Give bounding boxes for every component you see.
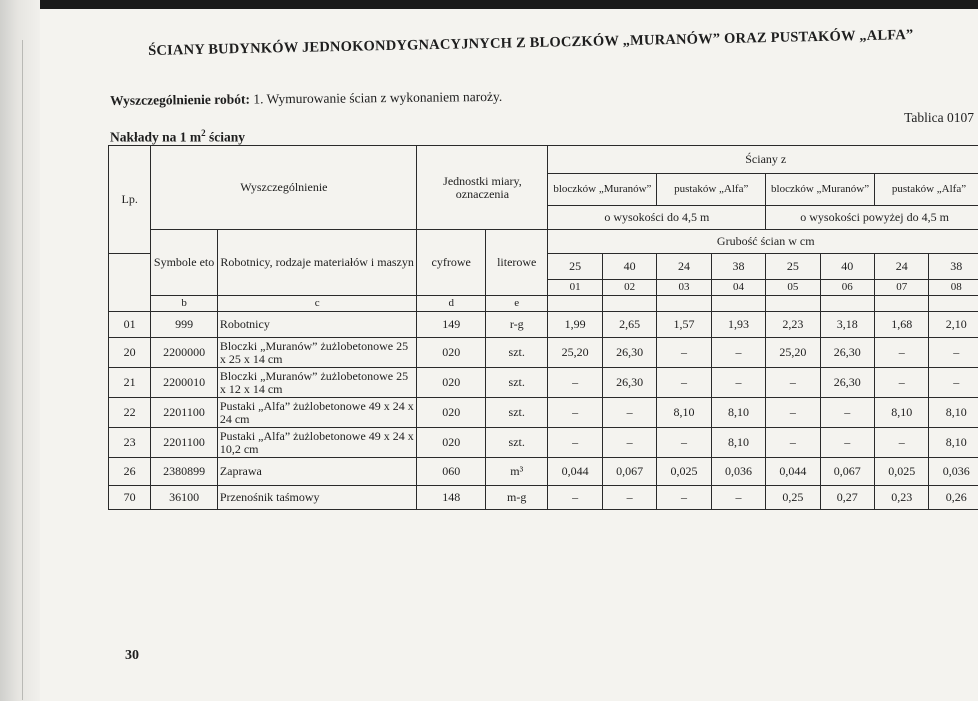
norm-table: [108, 145, 978, 510]
thickness-01: 25: [548, 254, 602, 280]
row-value-col-3: –: [657, 486, 711, 510]
row-value-col-5: 2,23: [766, 312, 820, 338]
row-symbol: 2201100: [151, 428, 218, 458]
row-value-col-2: –: [602, 428, 656, 458]
row-unit: szt.: [485, 368, 547, 398]
row-unit: szt.: [485, 428, 547, 458]
row-unit-code: 149: [417, 312, 486, 338]
row-value-col-5: 0,25: [766, 486, 820, 510]
row-lp: 23: [109, 428, 151, 458]
row-symbol: 2380899: [151, 458, 218, 486]
page-title: ŚCIANY BUDYNKÓW JEDNOKONDYGNACYJNYCH Z BLOCZKÓW „MURANÓW” ORAZ PUSTAKÓW „ALFA”: [148, 26, 914, 59]
row-symbol: 2200000: [151, 338, 218, 368]
thickness-07: 24: [875, 254, 929, 280]
col-code-06: 06: [820, 280, 874, 296]
row-unit: m-g: [485, 486, 547, 510]
row-lp: 20: [109, 338, 151, 368]
row-value-col-3: –: [657, 338, 711, 368]
expenditure-heading: [110, 128, 245, 146]
row-value-col-3: 0,025: [657, 458, 711, 486]
row-unit-code: 020: [417, 398, 486, 428]
row-value-col-7: 8,10: [875, 398, 929, 428]
row-lp: 21: [109, 368, 151, 398]
height-low-header: o wysokości do 4,5 m: [548, 206, 766, 230]
col-code-02: 02: [602, 280, 656, 296]
row-value-col-4: 0,036: [711, 458, 765, 486]
naklady-sup: 2: [201, 128, 206, 138]
row-name: Pustaki „Alfa” żużlobetonowe 49 x 24 x 10,2 cm: [217, 428, 417, 458]
book-spine-shadow: [0, 0, 40, 701]
lp-header-blank: [109, 254, 151, 312]
page-number: 30: [125, 648, 139, 663]
description-header: Wyszczególnienie: [151, 146, 417, 230]
row-value-col-4: 8,10: [711, 428, 765, 458]
row-symbol: 2201100: [151, 398, 218, 428]
row-value-col-5: –: [766, 368, 820, 398]
row-value-col-2: 26,30: [602, 338, 656, 368]
row-value-col-2: 26,30: [602, 368, 656, 398]
row-value-col-1: –: [548, 398, 602, 428]
works-text: 1. Wymurowanie ścian z wykonaniem naroży.: [253, 88, 503, 107]
row-value-col-3: –: [657, 428, 711, 458]
col-code-03: 03: [657, 280, 711, 296]
numeric-header: cyfrowe: [417, 230, 486, 296]
letter-d: d: [417, 296, 486, 312]
row-value-col-7: 0,025: [875, 458, 929, 486]
row-value-col-2: –: [602, 398, 656, 428]
row-unit: m³: [485, 458, 547, 486]
row-value-col-8: –: [929, 338, 978, 368]
row-value-col-3: 1,57: [657, 312, 711, 338]
thickness-02: 40: [602, 254, 656, 280]
col-code-05: 05: [766, 280, 820, 296]
table-row: [109, 398, 978, 428]
row-value-col-1: –: [548, 368, 602, 398]
row-value-col-6: 3,18: [820, 312, 874, 338]
row-value-col-8: 8,10: [929, 428, 978, 458]
data-rows: [109, 312, 978, 510]
resources-header: Robotnicy, rodzaje materiałów i maszyn: [217, 230, 417, 296]
units-header: Jednostki miary, oznaczenia: [417, 146, 548, 230]
row-value-col-6: 26,30: [820, 338, 874, 368]
group-header-4: pustaków „Alfa”: [875, 174, 978, 206]
row-unit-code: 020: [417, 428, 486, 458]
row-unit-code: 148: [417, 486, 486, 510]
row-value-col-4: –: [711, 486, 765, 510]
symbol-header: Symbole eto: [151, 230, 218, 296]
works-description: [110, 89, 502, 109]
works-label: Wyszczególnienie robót:: [110, 91, 251, 108]
row-value-col-7: –: [875, 338, 929, 368]
row-lp: 01: [109, 312, 151, 338]
row-name: Bloczki „Muranów” żużlobetonowe 25 x 12 x 14 cm: [217, 368, 417, 398]
naklady-text: Nakłady na 1 m: [110, 129, 202, 145]
row-name: Pustaki „Alfa” żużlobetonowe 49 x 24 x 24 cm: [217, 398, 417, 428]
row-unit: szt.: [485, 338, 547, 368]
row-value-col-1: –: [548, 486, 602, 510]
col-code-04: 04: [711, 280, 765, 296]
letter-e: e: [485, 296, 547, 312]
row-value-col-8: –: [929, 368, 978, 398]
lp-header: Lp.: [109, 146, 151, 254]
row-value-col-1: –: [548, 428, 602, 458]
row-value-col-1: 1,99: [548, 312, 602, 338]
row-unit-code: 020: [417, 338, 486, 368]
row-value-col-7: –: [875, 428, 929, 458]
thickness-08: 38: [929, 254, 978, 280]
row-value-col-2: 0,067: [602, 458, 656, 486]
walls-header: Ściany z: [548, 146, 978, 174]
header-row-4: [109, 230, 978, 254]
row-value-col-7: –: [875, 368, 929, 398]
group-header-3: bloczków „Muranów”: [766, 174, 875, 206]
row-value-col-5: 0,044: [766, 458, 820, 486]
row-value-col-6: –: [820, 398, 874, 428]
spine-line: [22, 40, 23, 700]
thickness-06: 40: [820, 254, 874, 280]
header-row-1: [109, 146, 978, 174]
row-lp: 70: [109, 486, 151, 510]
row-value-col-4: 8,10: [711, 398, 765, 428]
row-value-col-6: 0,27: [820, 486, 874, 510]
row-value-col-4: 1,93: [711, 312, 765, 338]
row-value-col-7: 0,23: [875, 486, 929, 510]
row-name: Bloczki „Muranów” żużlobetonowe 25 x 25 x 14 cm: [217, 338, 417, 368]
thickness-03: 24: [657, 254, 711, 280]
thickness-04: 38: [711, 254, 765, 280]
col-code-01: 01: [548, 280, 602, 296]
table-row: [109, 428, 978, 458]
letter-row: [109, 296, 978, 312]
table-row: [109, 458, 978, 486]
row-value-col-4: –: [711, 338, 765, 368]
row-unit: r-g: [485, 312, 547, 338]
row-value-col-6: 0,067: [820, 458, 874, 486]
row-unit-code: 020: [417, 368, 486, 398]
row-symbol: 999: [151, 312, 218, 338]
naklady-suffix: ściany: [205, 129, 246, 145]
row-name: Przenośnik taśmowy: [217, 486, 417, 510]
row-unit: szt.: [485, 398, 547, 428]
table-row: [109, 312, 978, 338]
row-symbol: 2200010: [151, 368, 218, 398]
row-lp: 26: [109, 458, 151, 486]
row-value-col-2: –: [602, 486, 656, 510]
row-value-col-2: 2,65: [602, 312, 656, 338]
thickness-05: 25: [766, 254, 820, 280]
table-row: [109, 338, 978, 368]
height-high-header: o wysokości powyżej do 4,5 m: [766, 206, 978, 230]
letter-row-blank: [548, 296, 602, 312]
row-value-col-8: 0,26: [929, 486, 978, 510]
row-value-col-3: 8,10: [657, 398, 711, 428]
letter-header: literowe: [485, 230, 547, 296]
table-number: Tablica 0107: [904, 110, 974, 125]
thickness-header: Grubość ścian w cm: [548, 230, 978, 254]
row-value-col-5: –: [766, 428, 820, 458]
letter-b: b: [151, 296, 218, 312]
scan-top-edge: [0, 0, 978, 9]
row-value-col-3: –: [657, 368, 711, 398]
group-header-1: bloczków „Muranów”: [548, 174, 657, 206]
row-symbol: 36100: [151, 486, 218, 510]
group-header-2: pustaków „Alfa”: [657, 174, 766, 206]
row-lp: 22: [109, 398, 151, 428]
col-code-07: 07: [875, 280, 929, 296]
row-value-col-5: 25,20: [766, 338, 820, 368]
row-value-col-6: –: [820, 428, 874, 458]
letter-c: c: [217, 296, 417, 312]
table-row: [109, 368, 978, 398]
row-unit-code: 060: [417, 458, 486, 486]
row-value-col-8: 2,10: [929, 312, 978, 338]
col-code-08: 08: [929, 280, 978, 296]
row-value-col-8: 8,10: [929, 398, 978, 428]
row-name: Zaprawa: [217, 458, 417, 486]
row-value-col-7: 1,68: [875, 312, 929, 338]
row-value-col-1: 25,20: [548, 338, 602, 368]
row-value-col-5: –: [766, 398, 820, 428]
row-value-col-1: 0,044: [548, 458, 602, 486]
table-row: [109, 486, 978, 510]
row-value-col-4: –: [711, 368, 765, 398]
row-value-col-6: 26,30: [820, 368, 874, 398]
norm-table-wrapper: [108, 145, 978, 540]
row-value-col-8: 0,036: [929, 458, 978, 486]
row-name: Robotnicy: [217, 312, 417, 338]
